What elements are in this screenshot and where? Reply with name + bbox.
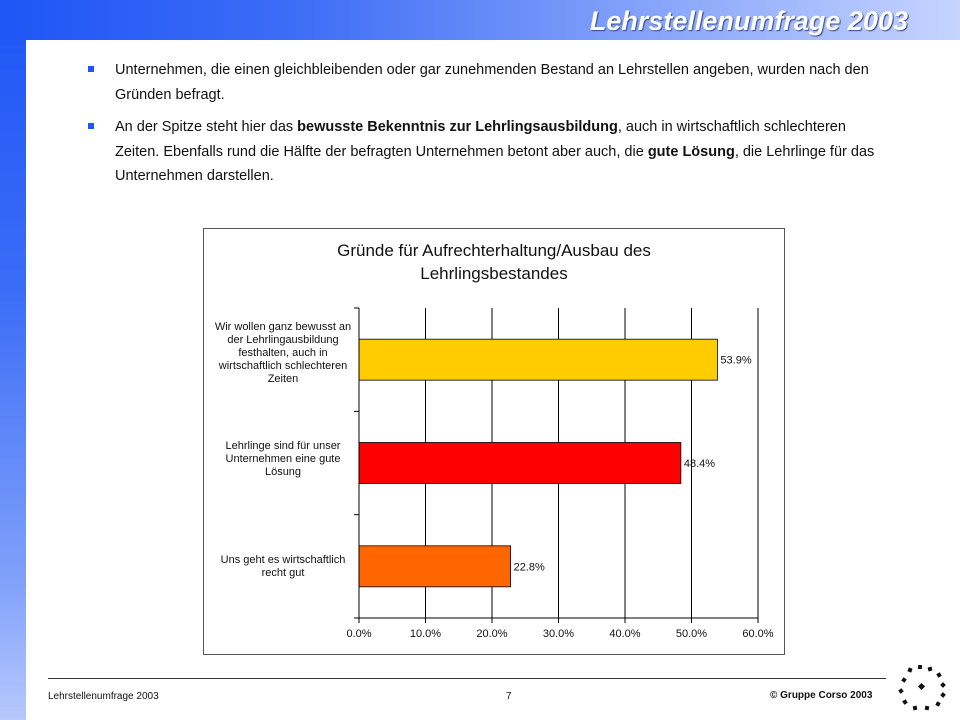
bullet-text: [115, 119, 874, 184]
data-label: 48.4%: [683, 458, 716, 470]
bullet-list: [88, 58, 878, 197]
bullet-segment: , die Lehrlinge für das Unternehmen darstellen.: [115, 143, 875, 184]
x-tick-label: 30.0%: [542, 628, 575, 640]
category-label: Uns geht es wirtschaftlich recht gut: [220, 554, 346, 579]
footer-title: Lehrstellenumfrage 2003: [48, 691, 159, 702]
data-label: 22.8%: [513, 561, 545, 574]
bullet-segment-bold: gute Lösung: [647, 143, 735, 160]
bullet-text: [115, 62, 869, 103]
slide-title: Lehrstellenumfrage 2003: [589, 6, 908, 36]
bar: [359, 443, 681, 484]
bullet-item: [88, 58, 878, 107]
bar: [359, 339, 717, 380]
page-number: 7: [506, 691, 512, 702]
category-label: Wir wollen ganz bewusst an der Lehrlingausbildung festhalten, auch in wirtschaftlich schlechteren Zeiten: [214, 321, 352, 385]
bullet-segment-bold: bewusste Bekenntnis zur Lehrlingsausbildung: [297, 119, 618, 135]
left-accent-band: [0, 0, 26, 720]
x-tick-label: 40.0%: [609, 628, 641, 640]
data-label: 53.9%: [720, 354, 752, 367]
chart-title-line: Lehrlingsbestandes: [420, 264, 568, 283]
bar-chart: [204, 229, 784, 654]
chart-frame: [203, 228, 785, 655]
footer-divider: [48, 678, 886, 679]
x-tick-label: 60.0%: [742, 628, 774, 640]
bullet-square-icon: [88, 123, 94, 129]
gruppe-corso-logo-icon: [896, 662, 948, 712]
chart-title-line: Gründe für Aufrechterhaltung/Ausbau des: [337, 241, 651, 260]
x-tick-label: 20.0%: [476, 628, 508, 640]
x-tick-label: 0.0%: [346, 628, 372, 640]
copyright-notice: © Gruppe Corso 2003: [770, 690, 873, 701]
bullet-segment: , auch in wirtschaftlich schlechteren Zeiten. Ebenfalls rund die Hälfte der befragten Unternehmen betont aber auch, die: [115, 119, 846, 160]
x-tick-label: 10.0%: [409, 628, 442, 640]
bullet-square-icon: [88, 66, 94, 72]
x-tick-label: 50.0%: [675, 628, 708, 640]
bullet-item: [88, 115, 878, 189]
category-label: Lehrlinge sind für unser Unternehmen eine gute Lösung: [225, 440, 341, 478]
bullet-segment: Unternehmen, die einen gleichbleibenden oder gar zunehmenden Bestand an Lehrstellen angeben, wurden nach den Gründen befragt.: [115, 62, 869, 103]
bar: [359, 546, 511, 587]
bullet-segment: An der Spitze steht hier das: [115, 119, 298, 135]
